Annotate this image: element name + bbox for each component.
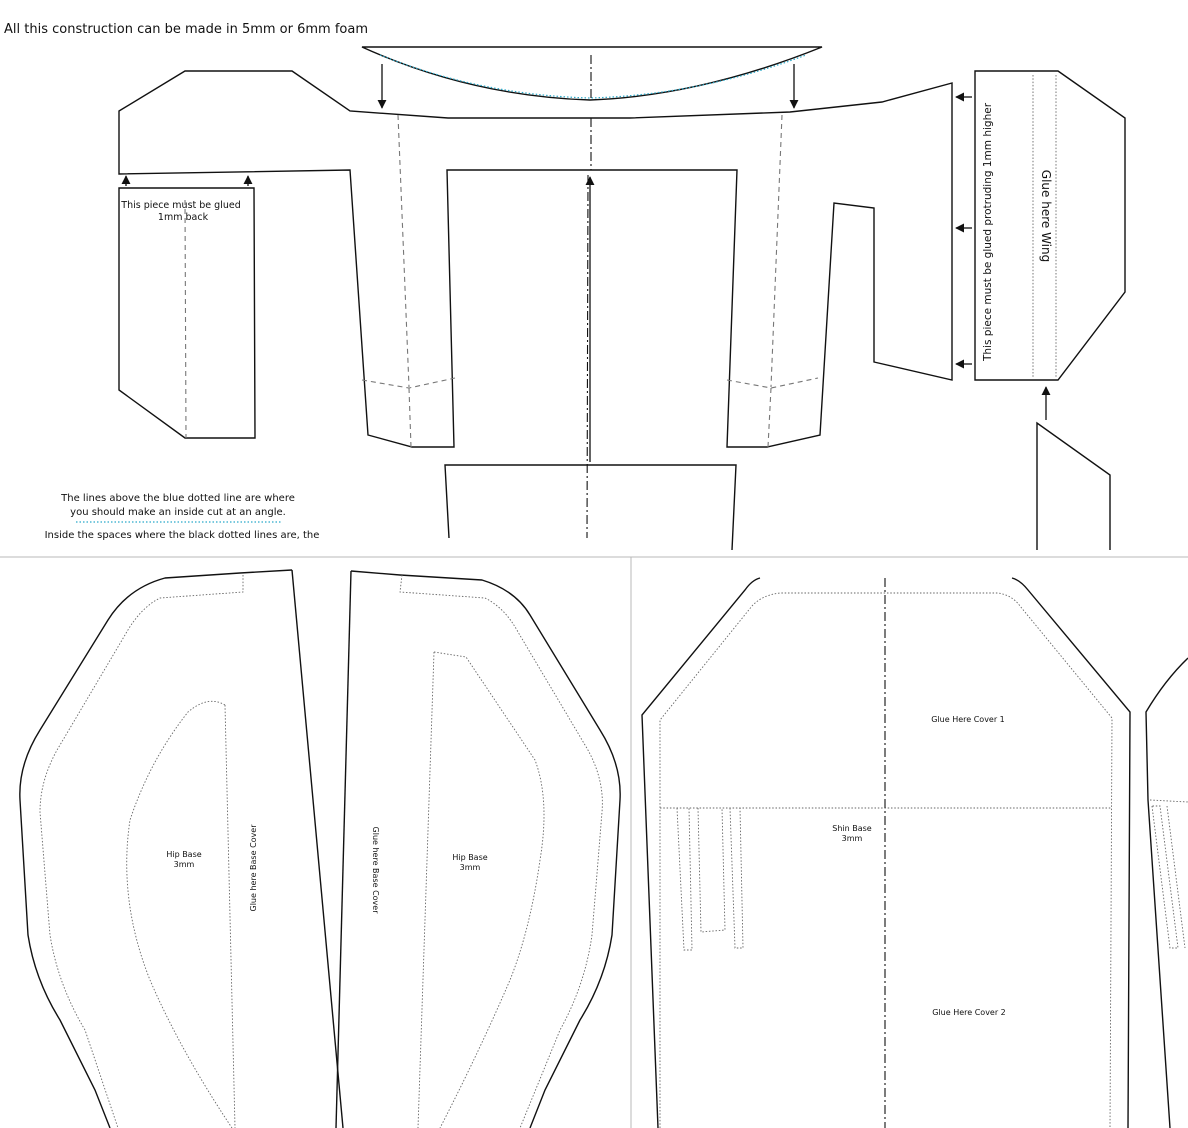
note-glue-wing: Glue here Wing <box>1039 169 1053 263</box>
hip-base-left-piece <box>20 570 343 1128</box>
hip-left-size: 3mm <box>173 860 195 869</box>
shin-cover1-label: Glue Here Cover 1 <box>931 715 1005 724</box>
right-wing-piece <box>975 71 1125 380</box>
shin-name: Shin Base <box>832 824 872 833</box>
shin-cover2-label: Glue Here Cover 2 <box>932 1008 1006 1017</box>
main-frame-piece <box>119 71 952 447</box>
hip-right-size: 3mm <box>459 863 481 872</box>
partial-right-edge-piece <box>1146 658 1188 1128</box>
left-back-piece <box>119 188 255 438</box>
hip-left-glue: Glue here Base Cover <box>249 824 258 912</box>
note-protruding: This piece must be glued protruding 1mm higher <box>982 102 994 362</box>
hip-base-right-piece <box>336 571 620 1128</box>
note-blue-line2: you should make an inside cut at an angle. <box>70 507 286 518</box>
note-blue-line1: The lines above the blue dotted line are where <box>61 493 295 504</box>
header-instruction: All this construction can be made in 5mm or 6mm foam <box>4 22 368 37</box>
partial-center-piece <box>445 465 736 550</box>
note-glued-back-line1: This piece must be glued <box>121 200 241 211</box>
note-clip-mask <box>40 541 340 555</box>
note-black-dotted: Inside the spaces where the black dotted lines are, the <box>44 530 320 541</box>
hip-right-glue: Glue here Base Cover <box>371 826 380 914</box>
placement-arrows <box>126 64 1046 462</box>
shin-size: 3mm <box>841 834 863 843</box>
hip-right-name: Hip Base <box>452 853 488 862</box>
shin-base-piece <box>642 578 1130 1128</box>
center-line-lower <box>587 175 588 538</box>
note-glued-back-line2: 1mm back <box>157 212 209 223</box>
hip-left-name: Hip Base <box>166 850 202 859</box>
curved-top-piece <box>362 47 822 100</box>
partial-right-piece <box>1037 423 1110 550</box>
